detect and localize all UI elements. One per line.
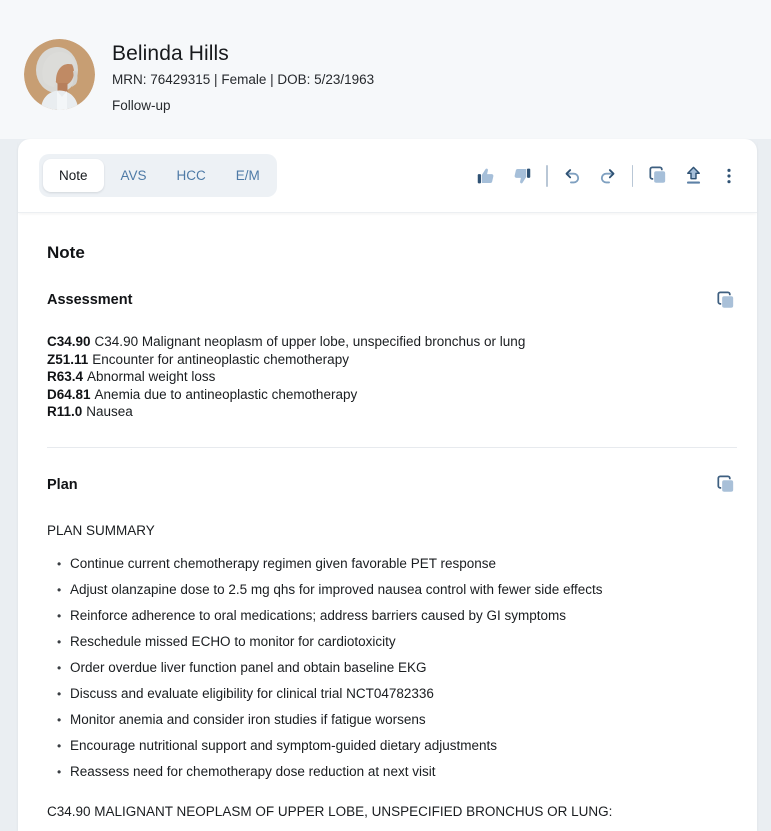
assessment-section [47, 289, 737, 421]
patient-name: Belinda Hills [112, 42, 229, 65]
plan-header [47, 474, 737, 496]
section-divider [47, 447, 737, 448]
export-icon [682, 164, 705, 187]
patient-demographics: MRN: 76429315 | Female | DOB: 5/23/1963 [112, 72, 375, 87]
thumbs-up-button[interactable] [474, 164, 498, 188]
redo-icon [597, 165, 619, 187]
thumbs-up-icon [475, 165, 497, 187]
copy-assessment-button[interactable] [713, 288, 737, 312]
plan-bullet: • Monitor anemia and consider iron studies if fatigue worsens [47, 712, 737, 727]
dx-code: R63.4 [47, 369, 84, 384]
patient-info [112, 39, 374, 114]
undo-icon [561, 165, 583, 187]
diagnosis-code-line [47, 333, 737, 351]
dx-description: C34.90 Malignant neoplasm of upper lobe, unspecified bronchus or lung [94, 334, 526, 349]
copy-plan-button[interactable] [713, 473, 737, 497]
more-options-icon [719, 165, 739, 187]
plan-bullet: • Order overdue liver function panel and obtain baseline EKG [47, 660, 737, 675]
plan-bullet: • Reschedule missed ECHO to monitor for cardiotoxicity [47, 634, 737, 649]
plan-detail-heading: C34.90 MALIGNANT NEOPLASM OF UPPER LOBE, UNSPECIFIED BRONCHUS OR LUNG: [47, 803, 613, 819]
dx-description: Encounter for antineoplastic chemotherapy [92, 351, 349, 367]
toolbar-divider [546, 165, 548, 187]
tab-group [39, 154, 277, 197]
export-button[interactable] [681, 164, 705, 188]
plan-section [47, 474, 737, 820]
dx-description: Anemia due to antineoplastic chemotherapy [94, 386, 358, 402]
dx-code: Z51.11 [47, 351, 89, 367]
tab-avs[interactable]: AVS [108, 159, 160, 192]
thumbs-down-button[interactable] [510, 164, 534, 188]
plan-bullet: • Reinforce adherence to oral medications; address barriers caused by GI symptoms [47, 608, 737, 623]
diagnosis-code-line [47, 386, 737, 404]
undo-button[interactable] [560, 164, 584, 188]
tab-em[interactable]: E/M [223, 159, 273, 192]
tab-note[interactable]: Note [43, 159, 104, 192]
dx-description: Abnormal weight loss [87, 369, 216, 384]
plan-bullet: • Adjust olanzapine dose to 2.5 mg qhs for improved nausea control with fewer side effects [47, 582, 737, 597]
patient-header [0, 0, 771, 139]
dx-code: D64.81 [47, 386, 91, 402]
more-options-button[interactable] [717, 164, 741, 188]
plan-summary-heading: PLAN SUMMARY [47, 522, 155, 538]
visit-type: Follow-up [112, 98, 171, 113]
toolbar [18, 139, 757, 213]
redo-button[interactable] [596, 164, 620, 188]
dx-description: Nausea [86, 404, 133, 419]
note-content [18, 213, 757, 820]
copy-icon [646, 164, 669, 187]
diagnosis-code-line [47, 403, 737, 421]
diagnosis-code-line [47, 368, 737, 386]
plan-bullet: • Discuss and evaluate eligibility for clinical trial NCT04782336 [47, 686, 737, 701]
toolbar-divider [632, 165, 634, 187]
dx-code: C34.90 [47, 334, 91, 349]
copy-note-button[interactable] [645, 164, 669, 188]
assessment-header [47, 289, 737, 311]
avatar [24, 39, 95, 110]
note-title: Note [47, 243, 85, 262]
assessment-title: Assessment [47, 292, 133, 308]
plan-bullet: • Reassess need for chemotherapy dose reduction at next visit [47, 764, 737, 779]
patient-photo [24, 39, 95, 110]
plan-bullet: • Continue current chemotherapy regimen given favorable PET response [47, 556, 737, 571]
copy-icon [714, 289, 737, 312]
copy-icon [714, 473, 737, 496]
toolbar-actions [474, 164, 741, 188]
dx-code: R11.0 [47, 404, 83, 419]
plan-bullet: • Encourage nutritional support and symptom-guided dietary adjustments [47, 738, 737, 753]
plan-bullet-list [47, 556, 737, 779]
thumbs-down-icon [511, 165, 533, 187]
note-card [18, 139, 757, 831]
diagnosis-code-list [47, 333, 737, 421]
diagnosis-code-line [47, 351, 737, 369]
tab-hcc[interactable]: HCC [164, 159, 219, 192]
plan-title: Plan [47, 476, 78, 493]
